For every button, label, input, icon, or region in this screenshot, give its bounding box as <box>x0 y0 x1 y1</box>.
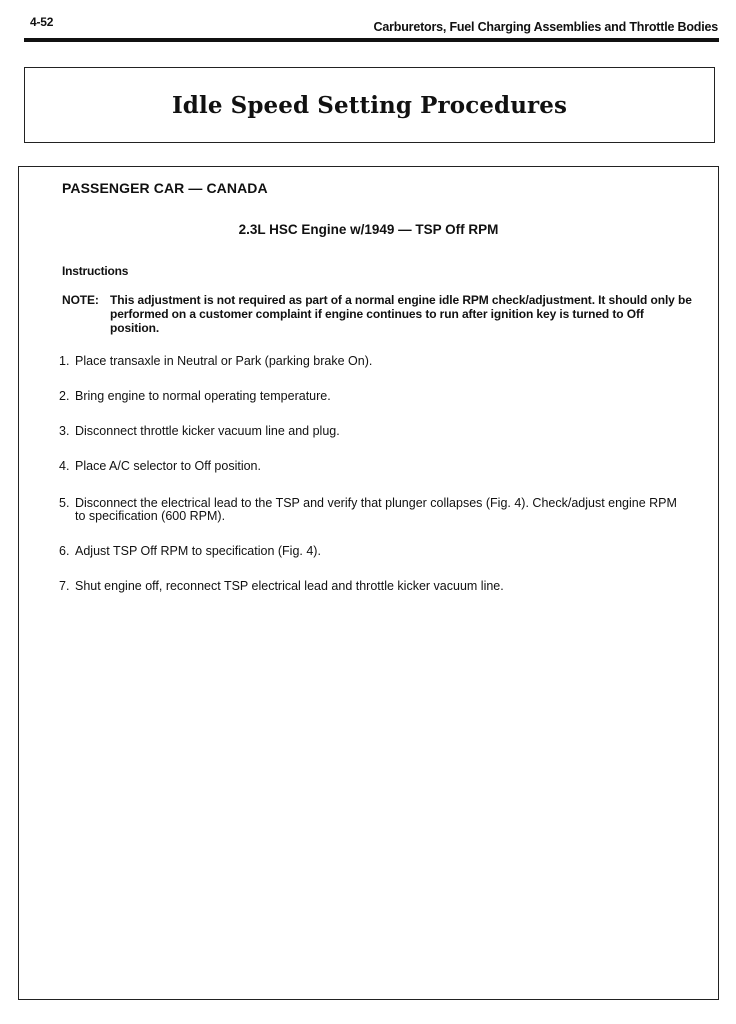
step-number: 6. <box>59 544 70 558</box>
engine-subtitle: 2.3L HSC Engine w/1949 — TSP Off RPM <box>238 222 499 237</box>
step-number: 3. <box>59 424 70 438</box>
step-number: 5. <box>59 496 70 510</box>
step-number: 2. <box>59 389 70 403</box>
step-text: Adjust TSP Off RPM to specification (Fig. 4). <box>75 544 321 558</box>
step-text: Place transaxle in Neutral or Park (parking brake On). <box>75 354 373 368</box>
note-text: This adjustment is not required as part of a normal engine idle RPM check/adjustment. It should only be performed on a customer complaint if engine continues to run after ignition key is turned to Off position. <box>110 293 692 335</box>
step-text: Shut engine off, reconnect TSP electrical lead and throttle kicker vacuum line. <box>75 579 504 593</box>
step-number: 1. <box>59 354 70 368</box>
step-text: Disconnect the electrical lead to the TSP and verify that plunger collapses (Fig. 4). Check/adjust engine RPM to specification (600 RPM). <box>75 496 677 523</box>
step-item <box>59 425 689 438</box>
step-text: Bring engine to normal operating temperature. <box>75 389 331 403</box>
procedure-box <box>18 166 719 1000</box>
section-title: PASSENGER CAR — CANADA <box>62 180 268 196</box>
page-title: Idle Speed Setting Procedures <box>171 92 568 119</box>
step-text: Place A/C selector to Off position. <box>75 459 261 473</box>
step-item <box>59 545 689 558</box>
note-label: NOTE: <box>62 293 99 307</box>
header-rule <box>24 38 719 42</box>
running-head: Carburetors, Fuel Charging Assemblies and Throttle Bodies <box>373 20 718 34</box>
step-text: Disconnect throttle kicker vacuum line and plug. <box>75 424 340 438</box>
step-item <box>59 460 689 473</box>
step-item <box>59 497 689 523</box>
step-item <box>59 390 689 403</box>
instructions-label: Instructions <box>62 264 129 278</box>
title-box <box>24 67 715 143</box>
step-number: 4. <box>59 459 70 473</box>
step-item <box>59 580 689 593</box>
page-number: 4-52 <box>30 15 54 29</box>
step-item <box>59 355 689 368</box>
step-number: 7. <box>59 579 70 593</box>
note <box>62 293 692 335</box>
